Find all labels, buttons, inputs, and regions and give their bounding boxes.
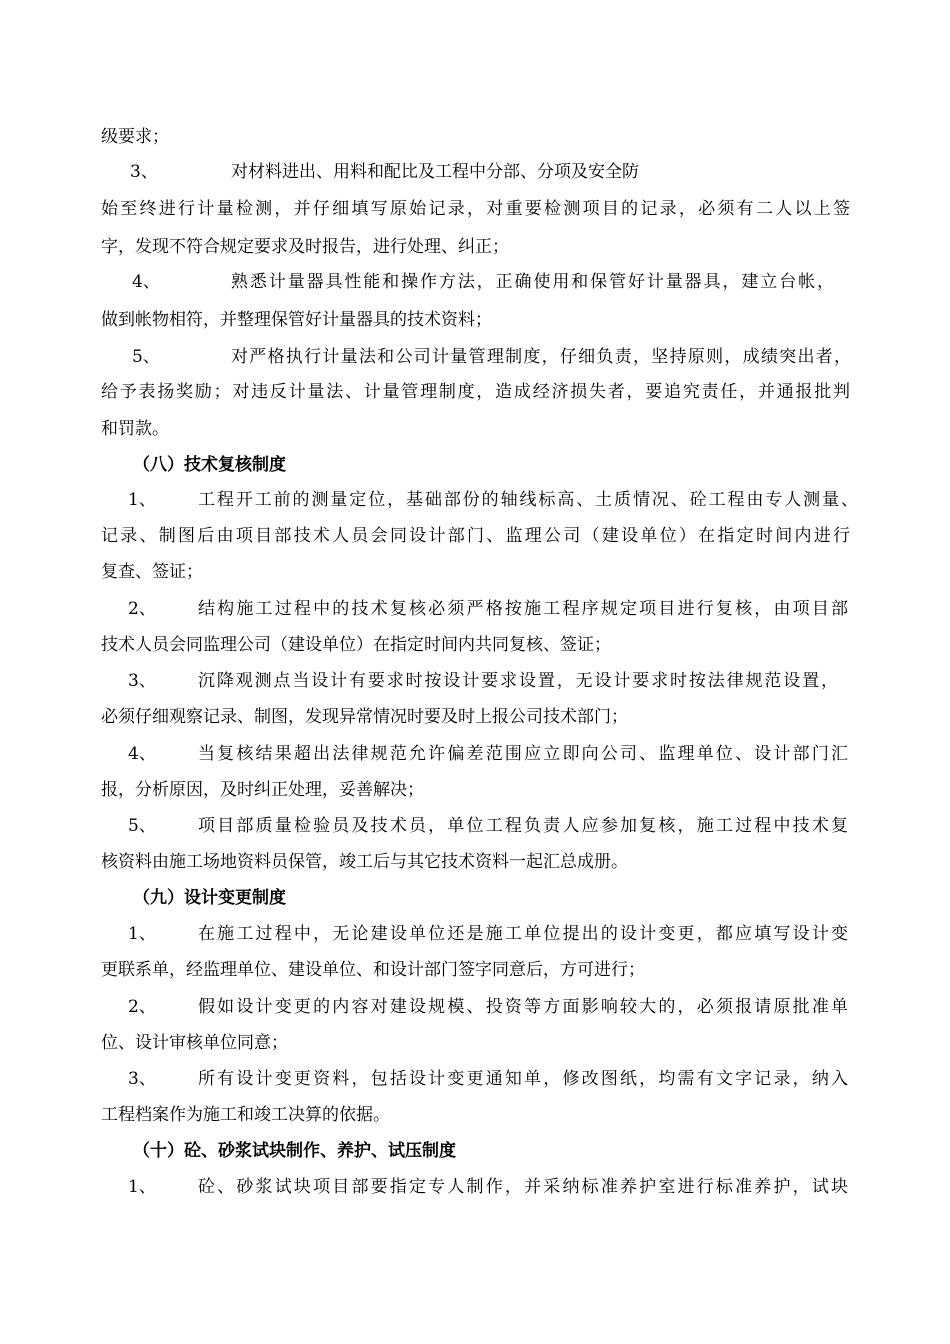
item-text: 沉降观测点当设计有要求时按设计要求设置，无设计要求时按法律规范设置， xyxy=(198,671,838,691)
text-line: 报，分析原因，及时纠正处理，妥善解决； xyxy=(101,780,424,800)
text-line: 始至终进行计量检测，并仔细填写原始记录，对重要检测项目的记录，必须有二人以上签 xyxy=(101,199,850,219)
item-text: 结构施工过程中的技术复核必须严格按施工程序规定项目进行复核，由项目部 xyxy=(198,599,848,619)
item-text: 在施工过程中，无论建设单位还是施工单位提出的设计变更，都应填写设计变 xyxy=(198,924,848,944)
item-number: 1、 xyxy=(128,924,156,944)
text-line: 更联系单，经监理单位、建设单位、和设计部门签字同意后，方可进行； xyxy=(101,960,645,980)
text-line: 技术人员会同监理公司（建设单位）在指定时间内共同复核、签证； xyxy=(101,635,611,655)
item-number: 2、 xyxy=(128,599,156,619)
item-text: 熟悉计量器具性能和操作方法，正确使用和保管好计量器具，建立台帐， xyxy=(231,272,834,292)
text-line: 工程档案作为施工和竣工决算的依据。 xyxy=(101,1105,390,1125)
item-text: 工程开工前的测量定位，基础部份的轴线标高、土质情况、砼工程由专人测量、 xyxy=(198,490,858,510)
item-number: 2、 xyxy=(128,997,156,1017)
text-line: 位、设计审核单位同意； xyxy=(101,1033,288,1053)
item-text: 砼、砂浆试块项目部要指定专人制作，并采纳标准养护室进行标准养护，试块 xyxy=(198,1177,848,1197)
text-line: 必须仔细观察记录、制图，发现异常情况时要及时上报公司技术部门； xyxy=(101,707,628,727)
item-text: 假如设计变更的内容对建设规模、投资等方面影响较大的，必须报请原批准单 xyxy=(198,997,848,1017)
item-text: 项目部质量检验员及技术员，单位工程负责人应参加复核，施工过程中技术复 xyxy=(198,816,848,836)
section-heading: （八）技术复核制度 xyxy=(133,455,286,475)
item-number: 5、 xyxy=(128,816,156,836)
text-line: 和罚款。 xyxy=(101,419,169,439)
text-line: 复查、签证； xyxy=(101,562,203,582)
item-number: 4、 xyxy=(128,744,156,764)
section-heading: （九）设计变更制度 xyxy=(133,888,286,908)
text-line: 给予表扬奖励；对违反计量法、计量管理制度，造成经济损失者，要追究责任，并通报批判 xyxy=(101,382,850,402)
item-number: 3、 xyxy=(130,162,158,182)
text-line: 核资料由施工场地资料员保管，竣工后与其它技术资料一起汇总成册。 xyxy=(101,852,628,872)
item-number: 4、 xyxy=(132,272,160,292)
text-line: 级要求； xyxy=(101,127,169,147)
item-text: 对材料进出、用料和配比及工程中分部、分项及安全防 xyxy=(231,162,639,182)
item-number: 5、 xyxy=(132,347,160,367)
text-line: 做到帐物相符，并整理保管好计量器具的技术资料； xyxy=(101,310,492,330)
item-text: 对严格执行计量法和公司计量管理制度，仔细负责，坚持原则，成绩突出者， xyxy=(231,347,851,367)
item-number: 1、 xyxy=(128,1177,156,1197)
text-line: 字，发现不符合规定要求及时报告，进行处理、纠正； xyxy=(101,237,509,257)
item-number: 1、 xyxy=(128,490,156,510)
item-text: 所有设计变更资料，包括设计变更通知单，修改图纸，均需有文字记录，纳入 xyxy=(198,1069,848,1089)
item-text: 当复核结果超出法律规范允许偏差范围应立即向公司、监理单位、设计部门汇 xyxy=(198,744,848,764)
text-line: 记录、制图后由项目部技术人员会同设计部门、监理公司（建设单位）在指定时间内进行 xyxy=(101,526,850,546)
item-number: 3、 xyxy=(128,1069,156,1089)
item-number: 3、 xyxy=(128,671,156,691)
section-heading: （十）砼、砂浆试块制作、养护、试压制度 xyxy=(133,1141,456,1161)
